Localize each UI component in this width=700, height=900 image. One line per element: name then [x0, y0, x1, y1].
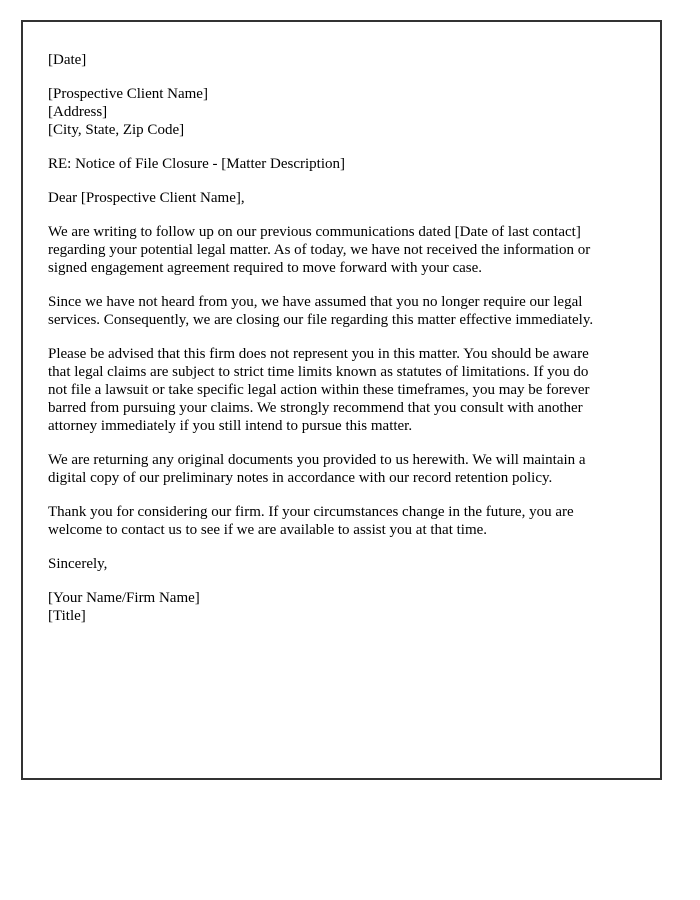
paragraph-line: not file a lawsuit or take specific legal action within these timeframes, you may be forever: [48, 382, 590, 398]
paragraph-line: Thank you for considering our firm. If your circumstances change in the future, you are: [48, 504, 574, 520]
date-line: [48, 51, 636, 69]
paragraph-line: barred from pursuing your claims. We strongly recommend that you consult with another: [48, 400, 583, 416]
body-paragraph-2: [48, 293, 636, 329]
body-paragraph-3: [48, 345, 636, 435]
closing-line: [48, 555, 636, 573]
salutation-line: [48, 189, 636, 207]
paragraph-line: attorney immediately if you still intend to pursue this matter.: [48, 418, 413, 434]
salutation-text: Dear [Prospective Client Name],: [48, 190, 245, 206]
body-paragraph-5: [48, 503, 636, 539]
subject-text: RE: Notice of File Closure - [Matter Description]: [48, 156, 346, 172]
body-paragraph-4: [48, 451, 636, 487]
paragraph-line: We are returning any original documents you provided to us herewith. We will maintain a: [48, 452, 586, 468]
paragraph-line: signed engagement agreement required to move forward with your case.: [48, 260, 483, 276]
paragraph-line: Since we have not heard from you, we have assumed that you no longer require our legal: [48, 294, 583, 310]
paragraph-line: digital copy of our preliminary notes in accordance with our record retention policy.: [48, 470, 553, 486]
paragraph-line: welcome to contact us to see if we are available to assist you at that time.: [48, 522, 488, 538]
letter-page: [21, 20, 662, 780]
closing-text: Sincerely,: [48, 556, 108, 572]
paragraph-line: We are writing to follow up on our previous communications dated [Date of last contact]: [48, 224, 581, 240]
recipient-address: [Address]: [48, 104, 108, 120]
paragraph-line: Please be advised that this firm does not represent you in this matter. You should be aware: [48, 346, 589, 362]
paragraph-line: regarding your potential legal matter. As of today, we have not received the information or: [48, 242, 591, 258]
recipient-city-state-zip: [City, State, Zip Code]: [48, 122, 185, 138]
recipient-name: [Prospective Client Name]: [48, 86, 208, 102]
date-placeholder: [Date]: [48, 52, 87, 68]
paragraph-line: that legal claims are subject to strict time limits known as statutes of limitations. If you do: [48, 364, 589, 380]
body-paragraph-1: [48, 223, 636, 277]
paragraph-line: services. Consequently, we are closing our file regarding this matter effective immediately.: [48, 312, 594, 328]
subject-line: [48, 155, 636, 173]
recipient-block: [48, 85, 636, 139]
signature-title: [Title]: [48, 608, 86, 624]
signature-name: [Your Name/Firm Name]: [48, 590, 200, 606]
signature-block: [48, 589, 636, 625]
